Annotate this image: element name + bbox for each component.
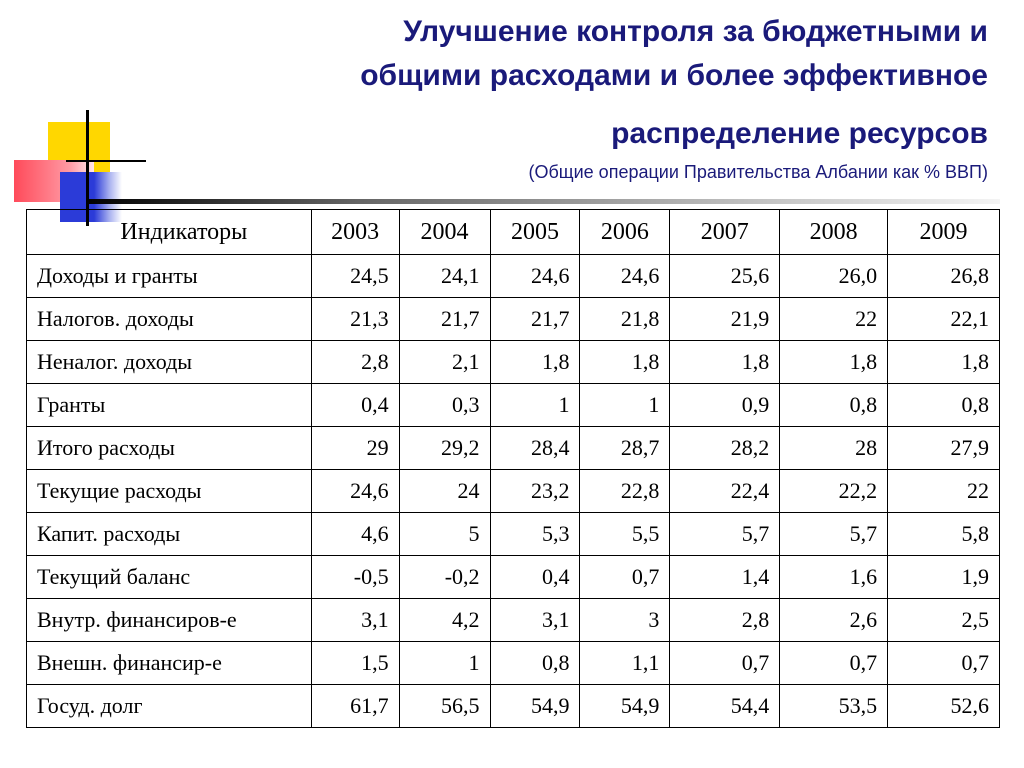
row-label: Текущий баланс (27, 556, 312, 599)
cell-value: 54,4 (670, 685, 780, 728)
cell-value: 1 (580, 384, 670, 427)
cell-value: 2,8 (311, 341, 399, 384)
cell-value: 56,5 (399, 685, 490, 728)
cell-value: 54,9 (580, 685, 670, 728)
table-row (27, 513, 1000, 556)
row-label: Текущие расходы (27, 470, 312, 513)
cell-value: 0,7 (670, 642, 780, 685)
row-label: Налогов. доходы (27, 298, 312, 341)
cell-value: 1,5 (311, 642, 399, 685)
cell-value: 1,9 (888, 556, 1000, 599)
row-label: Госуд. долг (27, 685, 312, 728)
column-header-year: 2003 (311, 210, 399, 255)
cell-value: 21,9 (670, 298, 780, 341)
cell-value: 21,3 (311, 298, 399, 341)
cell-value: 0,8 (780, 384, 888, 427)
table-row (27, 642, 1000, 685)
title-line-3: распределение ресурсов (611, 117, 988, 150)
cell-value: 3,1 (311, 599, 399, 642)
cell-value: 1,8 (888, 341, 1000, 384)
cell-value: 28,4 (490, 427, 580, 470)
title-line-1: Улучшение контроля за бюджетными и (403, 15, 988, 48)
cell-value: 3 (580, 599, 670, 642)
cell-value: 54,9 (490, 685, 580, 728)
cell-value: 22,1 (888, 298, 1000, 341)
cell-value: 29,2 (399, 427, 490, 470)
cell-value: 28 (780, 427, 888, 470)
table-row (27, 599, 1000, 642)
cell-value: 0,7 (888, 642, 1000, 685)
cell-value: 5,5 (580, 513, 670, 556)
cell-value: 4,6 (311, 513, 399, 556)
cell-value: 1,1 (580, 642, 670, 685)
cell-value: 1,8 (580, 341, 670, 384)
column-header-year: 2004 (399, 210, 490, 255)
cell-value: 24,5 (311, 255, 399, 298)
title-line-2: общими расходами и более эффективное (360, 59, 988, 92)
cell-value: 5,7 (670, 513, 780, 556)
cell-value: 0,3 (399, 384, 490, 427)
table-row (27, 685, 1000, 728)
slide-title (168, 10, 988, 156)
cell-value: 0,4 (490, 556, 580, 599)
cell-value: 1,8 (670, 341, 780, 384)
cell-value: 24,1 (399, 255, 490, 298)
cell-value: 2,6 (780, 599, 888, 642)
column-header-year: 2008 (780, 210, 888, 255)
cell-value: 24,6 (580, 255, 670, 298)
cell-value: 21,7 (490, 298, 580, 341)
cell-value: -0,2 (399, 556, 490, 599)
column-header-year: 2009 (888, 210, 1000, 255)
cell-value: 29 (311, 427, 399, 470)
column-header-year: 2006 (580, 210, 670, 255)
column-header-indicators: Индикаторы (27, 210, 312, 255)
slide-subtitle: (Общие операции Правительства Албании как % ВВП) (528, 162, 988, 182)
cell-value: 21,8 (580, 298, 670, 341)
indicators-table (26, 209, 1000, 728)
cell-value: 0,8 (888, 384, 1000, 427)
table-row (27, 556, 1000, 599)
cell-value: 61,7 (311, 685, 399, 728)
table-row (27, 255, 1000, 298)
table-header-row (27, 210, 1000, 255)
cell-value: 52,6 (888, 685, 1000, 728)
table-row (27, 470, 1000, 513)
cell-value: 28,7 (580, 427, 670, 470)
cell-value: 2,1 (399, 341, 490, 384)
row-label: Внешн. финансир-е (27, 642, 312, 685)
cell-value: 1,8 (780, 341, 888, 384)
cell-value: 1,6 (780, 556, 888, 599)
cell-value: 5 (399, 513, 490, 556)
cell-value: 53,5 (780, 685, 888, 728)
table-body (27, 255, 1000, 728)
cell-value: 22 (888, 470, 1000, 513)
divider-rule (88, 199, 1000, 204)
cell-value: 26,8 (888, 255, 1000, 298)
cell-value: 1,4 (670, 556, 780, 599)
cell-value: 28,2 (670, 427, 780, 470)
cell-value: 22,4 (670, 470, 780, 513)
row-label: Капит. расходы (27, 513, 312, 556)
cell-value: 22 (780, 298, 888, 341)
row-label: Доходы и гранты (27, 255, 312, 298)
column-header-year: 2007 (670, 210, 780, 255)
table-row (27, 298, 1000, 341)
cell-value: 0,4 (311, 384, 399, 427)
cell-value: 1 (490, 384, 580, 427)
cell-value: 24,6 (490, 255, 580, 298)
decorative-logo (0, 0, 160, 230)
row-label: Гранты (27, 384, 312, 427)
cell-value: 26,0 (780, 255, 888, 298)
table-row (27, 427, 1000, 470)
cell-value: 0,9 (670, 384, 780, 427)
table-row (27, 384, 1000, 427)
cell-value: 0,7 (580, 556, 670, 599)
cell-value: 22,2 (780, 470, 888, 513)
cell-value: 0,7 (780, 642, 888, 685)
row-label: Внутр. финансиров-е (27, 599, 312, 642)
cell-value: 22,8 (580, 470, 670, 513)
cell-value: 0,8 (490, 642, 580, 685)
horizontal-line (66, 160, 146, 162)
cell-value: 5,8 (888, 513, 1000, 556)
cell-value: 1 (399, 642, 490, 685)
cell-value: 5,3 (490, 513, 580, 556)
cell-value: 27,9 (888, 427, 1000, 470)
cell-value: 4,2 (399, 599, 490, 642)
cell-value: 21,7 (399, 298, 490, 341)
cell-value: 2,5 (888, 599, 1000, 642)
cell-value: 25,6 (670, 255, 780, 298)
row-label: Итого расходы (27, 427, 312, 470)
cell-value: 2,8 (670, 599, 780, 642)
cell-value: -0,5 (311, 556, 399, 599)
cell-value: 24 (399, 470, 490, 513)
cell-value: 5,7 (780, 513, 888, 556)
table-row (27, 341, 1000, 384)
row-label: Неналог. доходы (27, 341, 312, 384)
cell-value: 23,2 (490, 470, 580, 513)
column-header-year: 2005 (490, 210, 580, 255)
cell-value: 24,6 (311, 470, 399, 513)
cell-value: 1,8 (490, 341, 580, 384)
cell-value: 3,1 (490, 599, 580, 642)
